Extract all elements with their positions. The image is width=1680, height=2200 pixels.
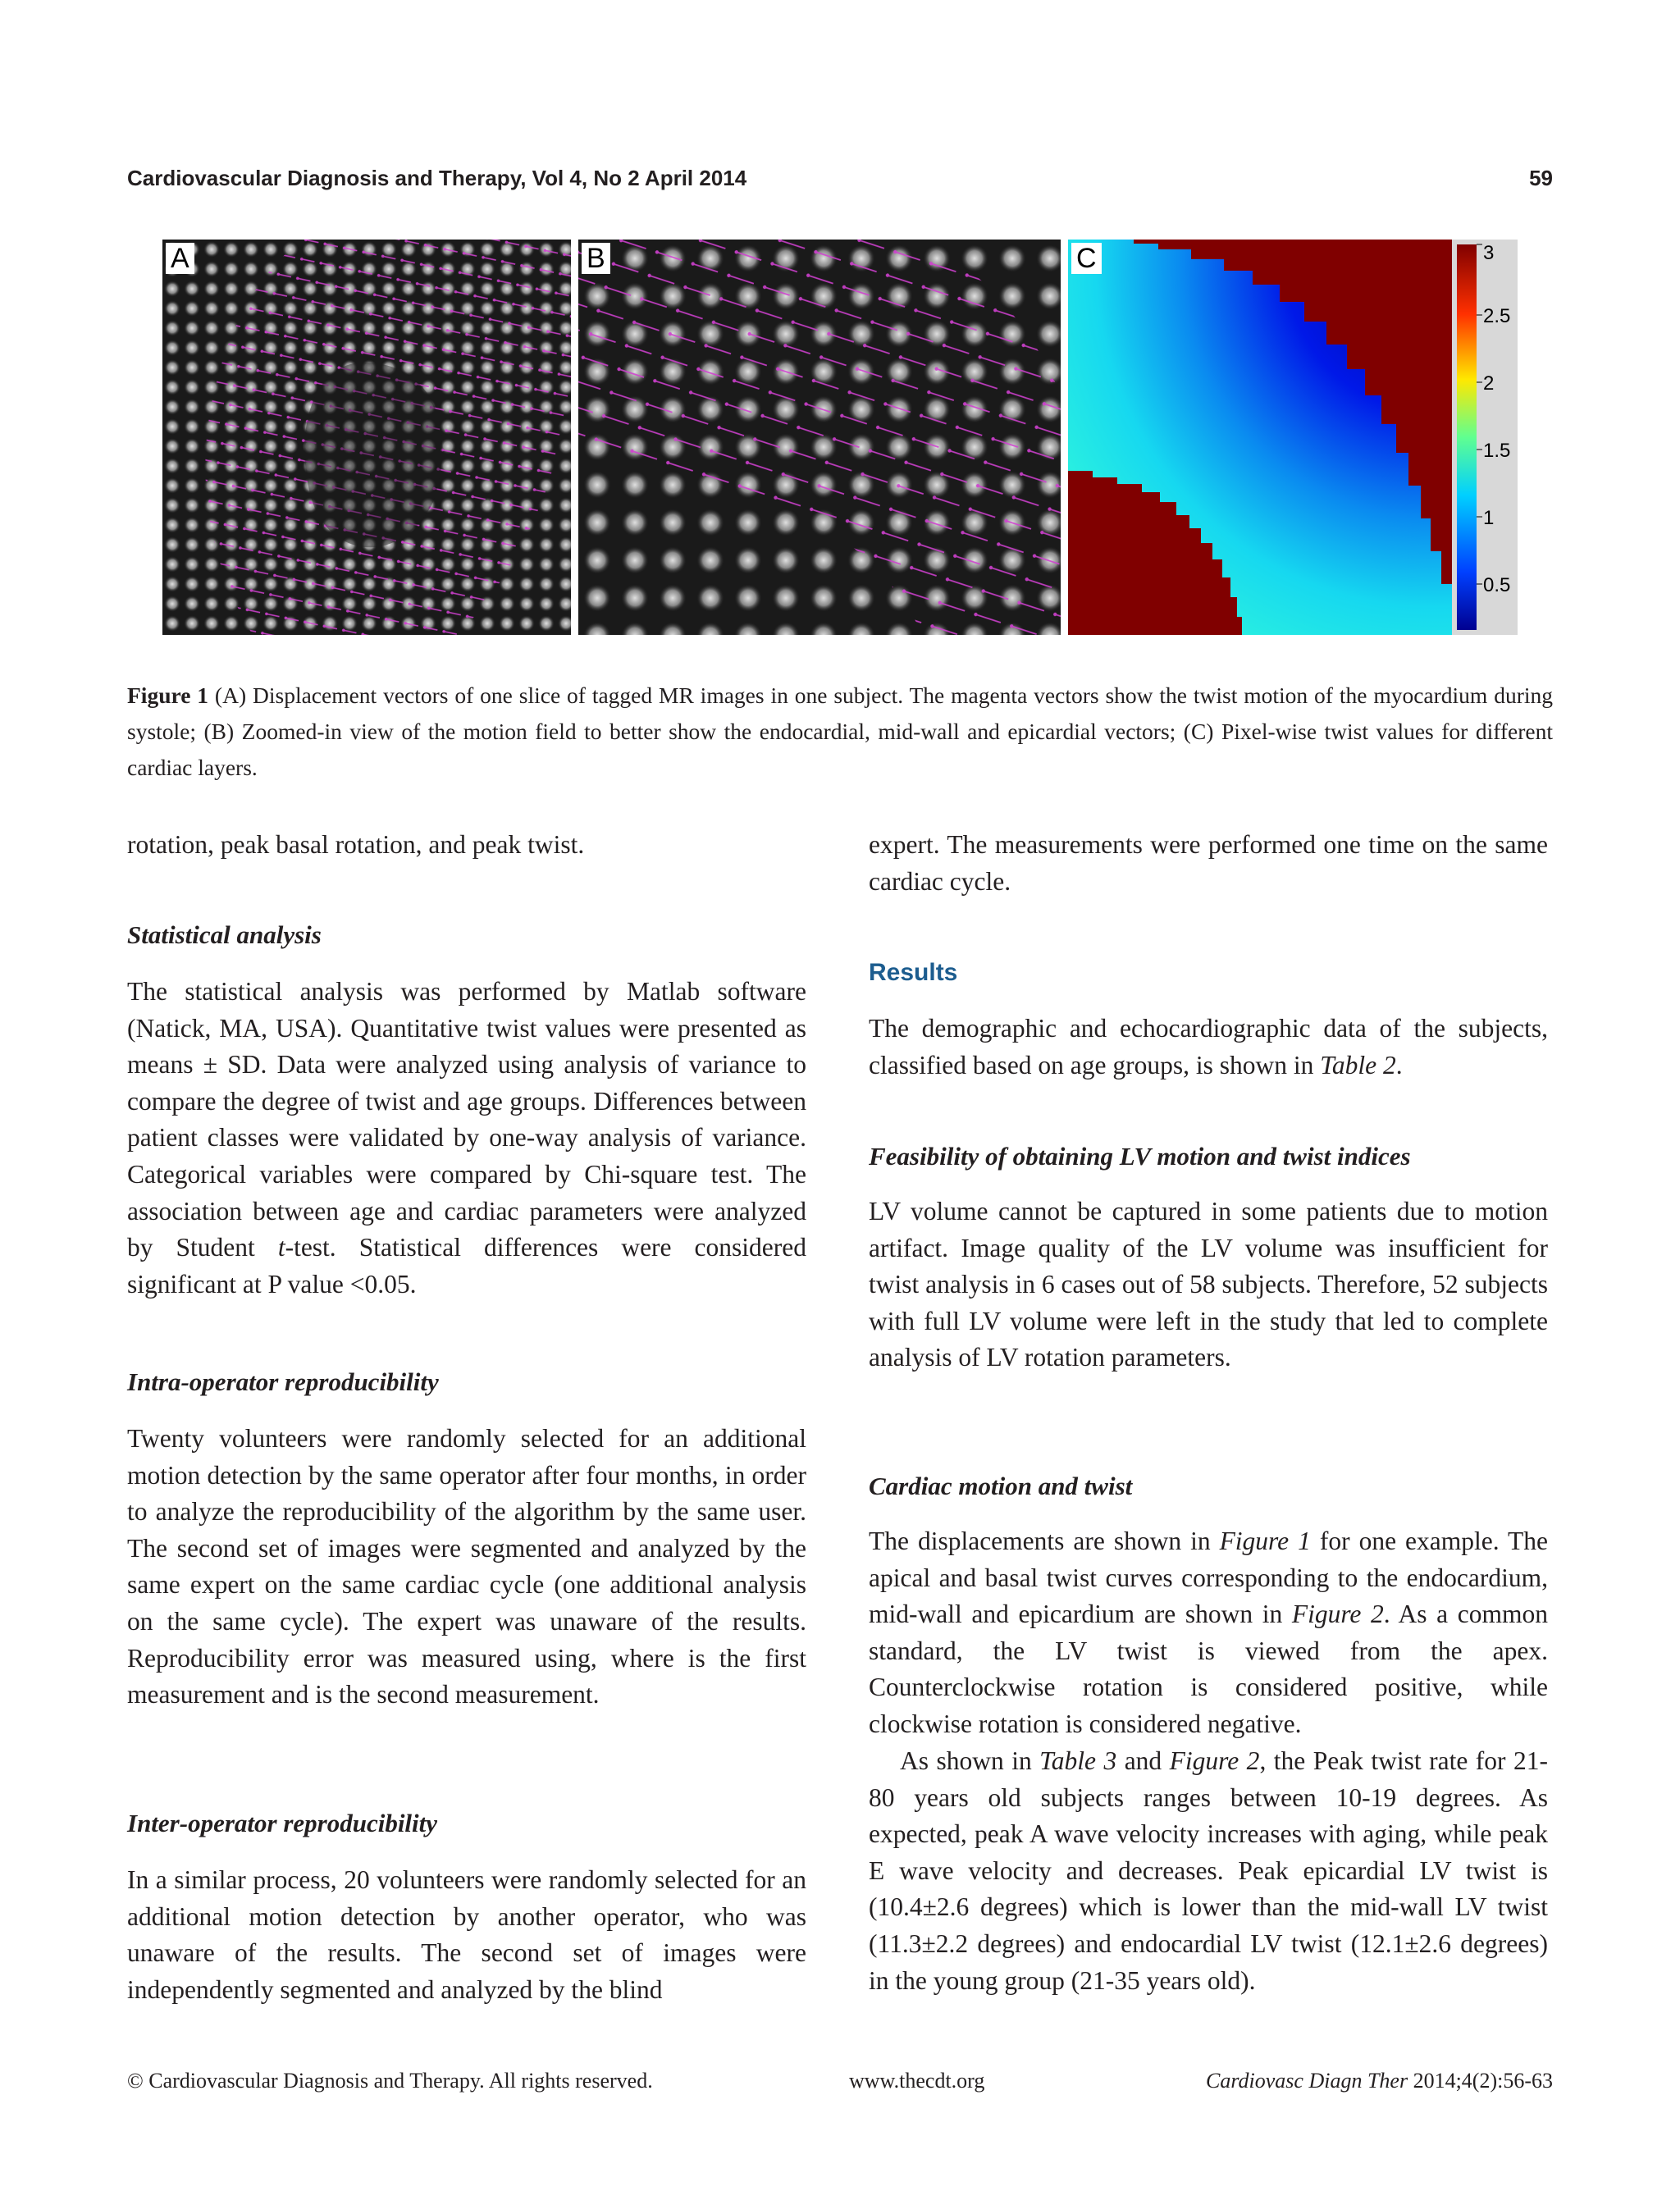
panel-a-image	[162, 240, 571, 635]
colorbar-tick: 0.5	[1483, 574, 1511, 596]
paragraph-statistical-analysis	[127, 974, 806, 1303]
heading-cardiac-motion: Cardiac motion and twist	[869, 1472, 1133, 1500]
paragraph-continued-right: expert. The measurements were performed one time on the same cardiac cycle.	[869, 830, 1548, 896]
shown-ref-table-3: Table 3	[1039, 1746, 1117, 1775]
colorbar-tick: 2.5	[1483, 305, 1511, 327]
page-number: 59	[1529, 166, 1553, 190]
colorbar	[1457, 244, 1477, 630]
shown-text-a: As shown in	[900, 1746, 1040, 1775]
colorbar-tick: 1	[1483, 507, 1495, 529]
results-text-a: The demographic and echocardiographic data of the subjects, classified based on age groups, is shown in	[869, 1014, 1548, 1079]
stat-text-t: t	[277, 1233, 285, 1262]
colorbar-tick: 1.5	[1483, 440, 1511, 462]
shown-text-b: and	[1116, 1746, 1170, 1775]
colorbar-tick: 3	[1483, 242, 1495, 264]
caption-label: Figure 1	[127, 682, 209, 708]
results-text-b: .	[1395, 1050, 1403, 1079]
results-ref-table-2: Table 2	[1320, 1050, 1396, 1079]
heading-inter-operator: Inter-operator reproducibility	[127, 1809, 438, 1837]
panel-b-image	[578, 240, 1061, 635]
heading-intra-operator: Intra-operator reproducibility	[127, 1367, 439, 1396]
shown-ref-figure-2: Figure 2	[1169, 1746, 1260, 1775]
panel-a-label: A	[166, 243, 194, 274]
paragraph-results	[869, 1011, 1548, 1084]
footer-citation-details: 2014;4(2):56-63	[1408, 2069, 1553, 2093]
panel-b-label: B	[582, 243, 610, 274]
paragraph-feasibility: LV volume cannot be captured in some patients due to motion artifact. Image quality of the LV volume was insufficient for twist analysis in 6 cases out of 58 subjects. Therefore, 52 subjects with full LV volume were left in the study that led to complete analysis of LV rotation parameters.	[869, 1197, 1548, 1372]
footer-website: www.thecdt.org	[849, 2069, 985, 2093]
cardiac-text-c: . As a common standard, the LV twist is viewed from the apex. Counterclockwise rotation is considered positive, while clockwise rotation is considered negative.	[869, 1600, 1548, 1738]
cardiac-ref-figure-1: Figure 1	[1219, 1527, 1311, 1555]
shown-text-c: , the Peak twist rate for 21-80 years old subjects ranges between 10-19 degrees. As expected, peak A wave velocity increases with aging, while peak E wave velocity and decreases. Peak epicardial LV twist is (10.4±2.6 degrees) which is lower than the mid-wall LV twist (11.3±2.2 degrees) and endocardial LV twist (12.1±2.6 degrees) in the young group (21-35 years old).	[869, 1746, 1548, 1995]
cardiac-ref-figure-2: Figure 2	[1291, 1600, 1384, 1629]
running-head	[127, 166, 1553, 194]
figure-caption	[127, 678, 1553, 786]
footer-copyright: © Cardiovascular Diagnosis and Therapy. All rights reserved.	[127, 2069, 653, 2093]
panel-c-label: C	[1071, 243, 1102, 274]
heading-statistical-analysis: Statistical analysis	[127, 920, 322, 949]
footer-citation	[1206, 2069, 1553, 2093]
figure-panel-c	[1068, 240, 1518, 635]
paragraph-intra-operator: Twenty volunteers were randomly selected for an additional motion detection by the same operator after four months, in order to analyze the reproducibility of the algorithm by the same user. The second set of images were segmented and analyzed by the same expert on the same cardiac cycle (one additional analysis on the same cycle). The expert was unaware of the results. Reproducibility error was measured using, where is the first measurement and is the second measurement.	[127, 1424, 806, 1709]
paragraph-cardiac-motion	[869, 1523, 1548, 1743]
paragraph-continued: rotation, peak basal rotation, and peak twist.	[127, 830, 585, 859]
page-footer	[127, 2069, 1553, 2097]
paragraph-twist-results	[869, 1743, 1548, 1999]
colorbar-tick: 2	[1483, 372, 1495, 395]
cardiac-text-a: The displacements are shown in	[869, 1527, 1220, 1555]
panel-c-heatmap	[1068, 240, 1518, 635]
heading-results: Results	[869, 959, 958, 986]
figure-1	[162, 240, 1518, 635]
paragraph-inter-operator: In a similar process, 20 volunteers were randomly selected for an additional motion detection by another operator, who was unaware of the results. The second set of images were independently segmented and analyzed by the blind	[127, 1865, 806, 2004]
stat-text-a: The statistical analysis was performed by Matlab software (Natick, MA, USA). Quantitative twist values were presented as means ± SD. Data were analyzed using analysis of variance to compare the degree of twist and age groups. Differences between patient classes were validated by one-way analysis of variance. Categorical variables were compared by Chi-square test. The association between age and cardiac parameters were analyzed by Student	[127, 977, 806, 1262]
figure-panel-a	[162, 240, 571, 635]
heading-feasibility: Feasibility of obtaining LV motion and twist indices	[869, 1142, 1411, 1171]
cardiac-text-b: for one example. The apical and basal twist curves corresponding to the endocardium, mid-wall and epicardium are shown in	[869, 1527, 1548, 1629]
footer-citation-journal: Cardiovasc Diagn Ther	[1206, 2069, 1408, 2093]
journal-title: Cardiovascular Diagnosis and Therapy, Vol 4, No 2 April 2014	[127, 166, 747, 190]
stat-text-b: -test. Statistical differences were considered significant at P value <0.05.	[127, 1233, 806, 1299]
caption-text: (A) Displacement vectors of one slice of tagged MR images in one subject. The magenta vectors show the twist motion of the myocardium during systole; (B) Zoomed-in view of the motion field to better show the endocardial, mid-wall and epicardial vectors; (C) Pixel-wise twist values for different cardiac layers.	[127, 682, 1553, 780]
figure-panel-b	[578, 240, 1061, 635]
